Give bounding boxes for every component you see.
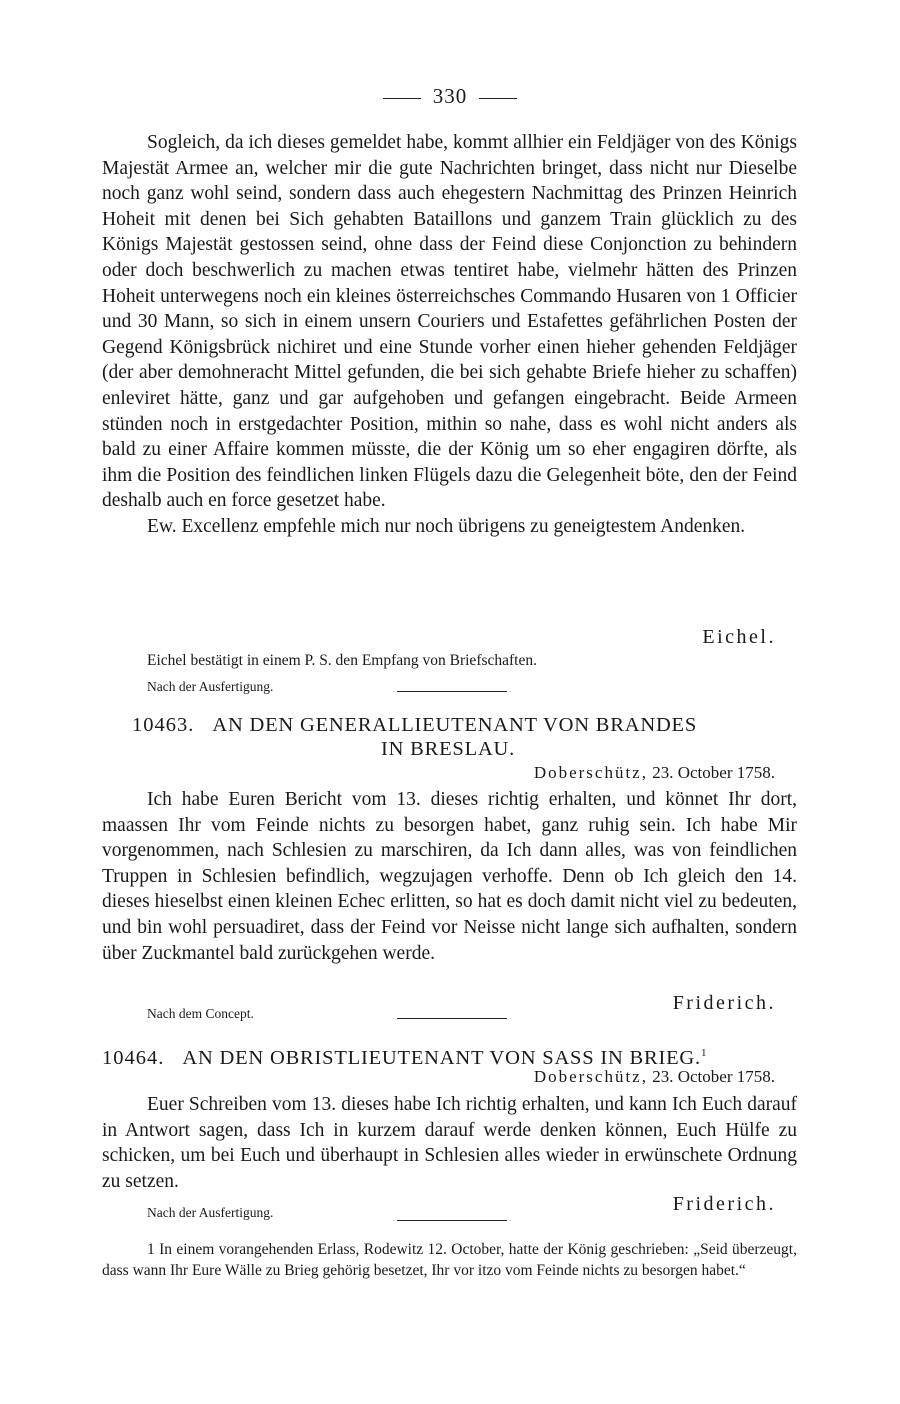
letter-heading-line2: IN BRESLAU. — [381, 738, 516, 760]
letter-heading: 10464. AN DEN OBRISTLIEUTENANT VON SASS IN BRIEG.$^1$ — [102, 1046, 708, 1069]
source-note: Nach der Ausfertigung. — [147, 1205, 274, 1220]
paragraph: Sogleich, da ich dieses gemeldet habe, kommt allhier ein Feldjäger von des Königs Majestät Armee an, welcher mir die gute Nachrichten bringet, dass nicht nur Dieselbe noch ganz wohl seind, sondern dass auch ehegestern Nachmittag des Prinzen Heinrich Hoheit mit denen bei Sich gehabten Bataillons und ganzem Train glücklich zu des Königs Majestät gestossen seind, ohne dass der Feind diese Conjonction zu behindern oder doch beschwerlich zu machen etwas tentiret habe, vielmehr hätten des Prinzen Hoheit unterwegens noch ein kleines österreichsches Commando Husaren von 1 Officier und 30 Mann, so sich in einem unsern Couriers und Estafettes gefährlichen Posten der Gegend Königsbrück nichiret und eine Stunde vorher einen hieher gehenden Feldjäger (der aber demohneracht Mittel gefunden, die bei sich gehabte Briefe hieher zu schaffen) enleviret hätte, ganz und gar aufgehoben und gefangen eingebracht. Beide Armeen stünden noch in erstgedachter Position, mithin so nahe, dass es wohl nicht anders als bald zu einer Affaire kommen müsste, die der König um so eher engagiren dörfte, als ihm die Position des feindlichen linken Flügels dazu die Gelegenheit böte, den der Feind deshalb auch en force gesetzet habe. — [102, 132, 797, 512]
section-divider — [397, 1018, 507, 1019]
paragraph: Euer Schreiben vom 13. dieses habe Ich richtig erhalten, und kann Ich Euch darauf in Antwort sagen, dass Ich in kurzem darauf werde denken können, Euch Hülfe zu schicken, um bei Euch und überhaupt in Schlesien alles wieder in erwünschete Ordnung zu setzen. — [102, 1094, 797, 1192]
footnote-text: In einem vorangehenden Erlass, Rodewitz 12. October, hatte der König geschrieben: „Seid überzeugt, dass wann Ihr Eure Wälle zu Brieg gehörig besetzet, Ihr vor itzo vom Feinde nichts zu besorgen habet.“ — [102, 1241, 797, 1279]
signature-eichel: Eichel. — [702, 626, 776, 648]
footnote-number: 1 — [147, 1241, 155, 1258]
page-number: 330 — [0, 84, 900, 109]
paragraph: Ich habe Euren Bericht vom 13. dieses richtig erhalten, und könnet Ihr dort, maassen Ihr vom Feinde nichts zu besorgen habet, ganz ruhig sein. Ich habe Mir vorgenommen, nach Schlesien zu marschiren, da Ich dann alles, was von feindlichen Truppen in Schlesien befindlich, wegzujagen verhoffe. Denn ob Ich gleich den 14. dieses hieselbst einen kleinen Echec erlitten, so hat es doch damit nicht viel zu bedeuten, und bin wohl persuadiret, dass der Feind vor Neisse nicht lange sich aufhalten, sondern über Zuckmantel bald zurückgehen werde. — [102, 789, 797, 964]
letter-10463-body — [102, 787, 797, 966]
footnote-marker: 1 — [700, 1047, 708, 1059]
letter-continued-body — [102, 130, 797, 540]
source-note: Nach dem Concept. — [147, 1006, 254, 1021]
page-number-rule-right — [479, 98, 517, 99]
dateline: Doberschütz, 23. October 1758. — [533, 1067, 775, 1086]
page-number-rule-left — [383, 98, 421, 99]
source-note: Nach der Ausfertigung. — [147, 679, 274, 694]
signature-friderich: Friderich. — [672, 1193, 776, 1215]
section-divider — [397, 1220, 507, 1221]
paragraph: Ew. Excellenz empfehle mich nur noch übrigens zu geneigtestem Andenken. — [147, 515, 746, 537]
editorial-note: Eichel bestätigt in einem P. S. den Empfang von Briefschaften. — [147, 652, 537, 669]
signature-friderich: Friderich. — [672, 992, 776, 1014]
letter-10464-body — [102, 1092, 797, 1194]
footnote — [102, 1239, 797, 1281]
dateline: Doberschütz, 23. October 1758. — [533, 763, 775, 782]
letter-heading: 10463. AN DEN GENERALLIEUTENANT VON BRANDES — [132, 714, 698, 736]
section-divider — [397, 691, 507, 692]
